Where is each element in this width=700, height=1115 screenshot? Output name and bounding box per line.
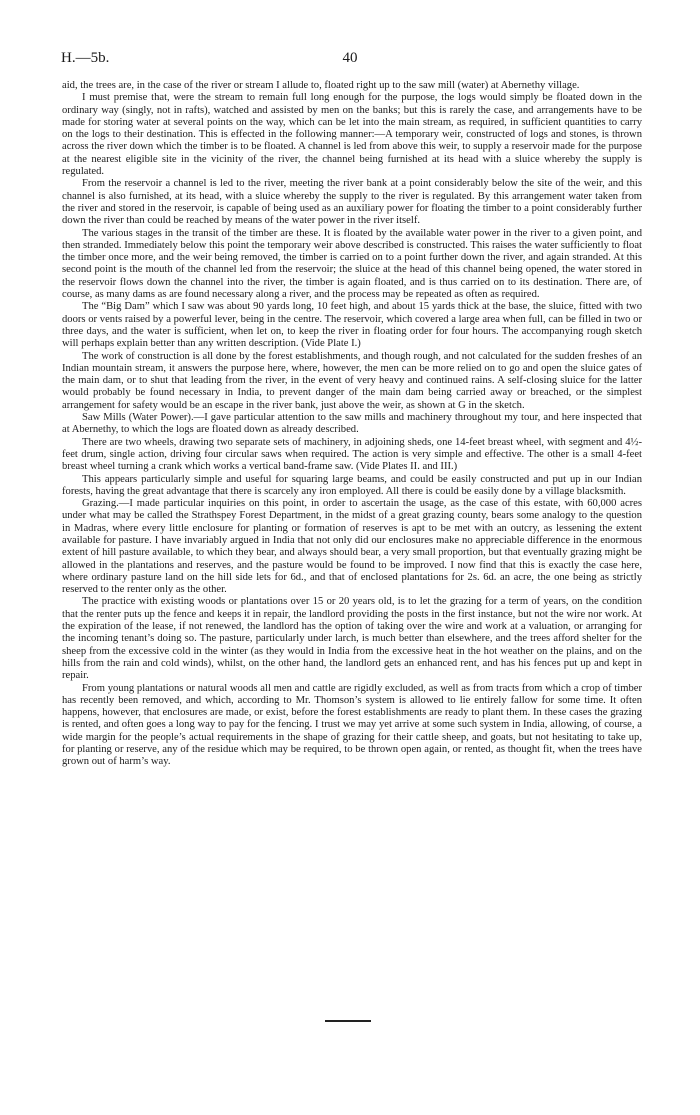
paragraph-simple-useful: This appears particularly simple and useful for squaring large beams, and could be easily constructed and put up in our Indian forests, having the great advantage that there is scarcely any iron employed. All there is could be easily done by a village blacksmith.	[62, 473, 642, 497]
paragraph-reservoir-channel: From the reservoir a channel is led to the river, meeting the river bank at a point considerably below the site of the weir, and this channel is also furnished, at its head, with a sluice whereby the supply to the river is regulated. By this arrangement water taken from the river and stored in the reservoir, is capable of being used as an auxiliary power for floating the timber to a point considerably further down the river than could be reached by means of the water power in the river itself.	[62, 178, 642, 227]
page-number: 40	[342, 50, 358, 66]
paragraph-continuation: aid, the trees are, in the case of the river or stream I allude to, floated right up to the saw mill (water) at Abernethy village.	[62, 80, 580, 91]
paragraph-big-dam: The “Big Dam” which I saw was about 90 yards long, 10 feet high, and about 15 yards thick at the base, the sluice, fitted with two doors or vents raised by a powerful lever, being in the centre. The reservoir, which covered a large area when full, can be filled in two or three days, and the water is sufficient, when let on, to keep the river in floating order for four hours. The accompanying rough sketch will perhaps explain better than any written description. (Vide Plate I.)	[62, 301, 642, 350]
paragraph-saw-mills: Saw Mills (Water Power).—I gave particular attention to the saw mills and machinery throughout my tour, and here inspected that at Abernethy, to which the logs are floated down as already described.	[62, 412, 642, 436]
body-text	[62, 80, 642, 769]
paragraph-grazing: Grazing.—I made particular inquiries on this point, in order to ascertain the usage, as the case of this estate, with 60,000 acres under what may be called the Strathspey Forest Department, in the midst of a great grazing county, bears some analogy to the question in Madras, where every little enclosure for planting or formation of reserves is apt to be met with an outcry, as lessening the extent available for pasture. I have invariably argued in India that not only did our enclosures make no appreciable difference in the enormous extent of hill pasture available, to which they bear, and always should bear, a very small proportion, but that eventually grazing might be allowed in the plantations and reserves, and the pasture would be found to be improved. I now find that this is exactly the case here, where ordinary pasture land on the hill side lets for 6d., and that of enclosed plantations for 2s. 6d. an acre, the one being as strictly reserved to the renter only as the other.	[62, 498, 642, 596]
page-header	[55, 50, 645, 72]
paragraph-grazing-practice: The practice with existing woods or plantations over 15 or 20 years old, is to let the grazing for a term of years, on the condition that the renter puts up the fence and keeps it in repair, the landlord providing the posts in the first instance, but not the wire nor work. At the expiration of the lease, if not renewed, the landlord has the option of taking over the wire and work at a valuation, or arranging for the incoming tenant’s doing so. The pasture, particularly under larch, is much better than elsewhere, and the trees afford shelter for the sheep from the excessive cold in the winter (as they would in India from the excessive heat in the hot weather on the plains, and on the hills from the rain and cold winds), whilst, on the other hand, the landlord gets an enhanced rent, and has his fences put up and kept in repair.	[62, 596, 642, 682]
paragraph-wheels: There are two wheels, drawing two separate sets of machinery, in adjoining sheds, one 14-feet breast wheel, with segment and 4½-feet drum, single action, driving four circular saws when required. The action is very simple and effective. The other is a small 4-feet breast wheel turning a crank which works a vertical band-frame saw. (Vide Plates II. and III.)	[62, 436, 642, 473]
paragraph-transit-stages: The various stages in the transit of the timber are these. It is floated by the available water power in the river to a given point, and then stranded. Immediately below this point the temporary weir above described is constructed. This raises the water sufficiently to float the timber once more, and the weir being removed, the timber is carried on to a point further down the river, and again stranded. At this second point is the mouth of the channel led from the reservoir; the sluice at the head of this channel being opened, the water stored in the reservoir flows down the channel into the river, the timber is again floated, and is thus carried on to its destination. There are, of course, as many dams as are found necessary along a river, and the process may be repeated as often as required.	[62, 227, 642, 301]
end-rule	[325, 1020, 371, 1022]
paragraph-young-plantations: From young plantations or natural woods all men and cattle are rigidly excluded, as well as from tracts from which a crop of timber has recently been removed, and which, according to Mr. Thomson’s system is allowed to lie entirely fallow for some time. It often happens, however, that enclosures are made, or exist, before the forest establishments are ready to plant them. In these cases the grazing is rented, and often goes a long way to pay for the fencing. I trust we may yet arrive at some such system in India, allowing, of course, a wide margin for the people’s actual requirements in the shape of grazing for their cattle sheep, and goats, but not hesitating to take up, for planting or reserve, any of the residue which may be required, to be thrown open again, or rented, as thought fit, when the trees have grown out of harm’s way.	[62, 682, 642, 768]
paragraph-construction: The work of construction is all done by the forest establishments, and though rough, and not calculated for the sudden freshes of an Indian mountain stream, it answers the purpose here, where, however, the men can be more relied on to go and open the sluice gates of the main dam, or to shut that leading from the river, in the event of very heavy and continued rains. A self-closing sluice for the latter would probably be found necessary in India, to prevent danger of the main dam being carried away or breached, or the simplest arrangement for safety would be an escape in the river bank, just above the weir, as shown at G in the sketch.	[62, 350, 642, 411]
document-reference: H.—5b.	[61, 50, 110, 66]
paragraph-floating-logs: I must premise that, were the stream to remain full long enough for the purpose, the logs would simply be floated down in the ordinary way (singly, not in rafts), watched and assisted by men on the banks; but this is rarely the case, and arrangements have to be made for storing water at several points on the way, which can be let into the main stream, as required, in sufficient quantities to carry on the logs to their destination. This is effected in the following manner:—A temporary weir, constructed of logs and stones, is thrown across the river down which the timber is to be floated. A channel is led from above this weir, to supply a reservoir made for the purpose at the nearest eligible site in the vicinity of the river, the channel being furnished at its head with a sluice whereby the supply is regulated.	[62, 92, 642, 178]
